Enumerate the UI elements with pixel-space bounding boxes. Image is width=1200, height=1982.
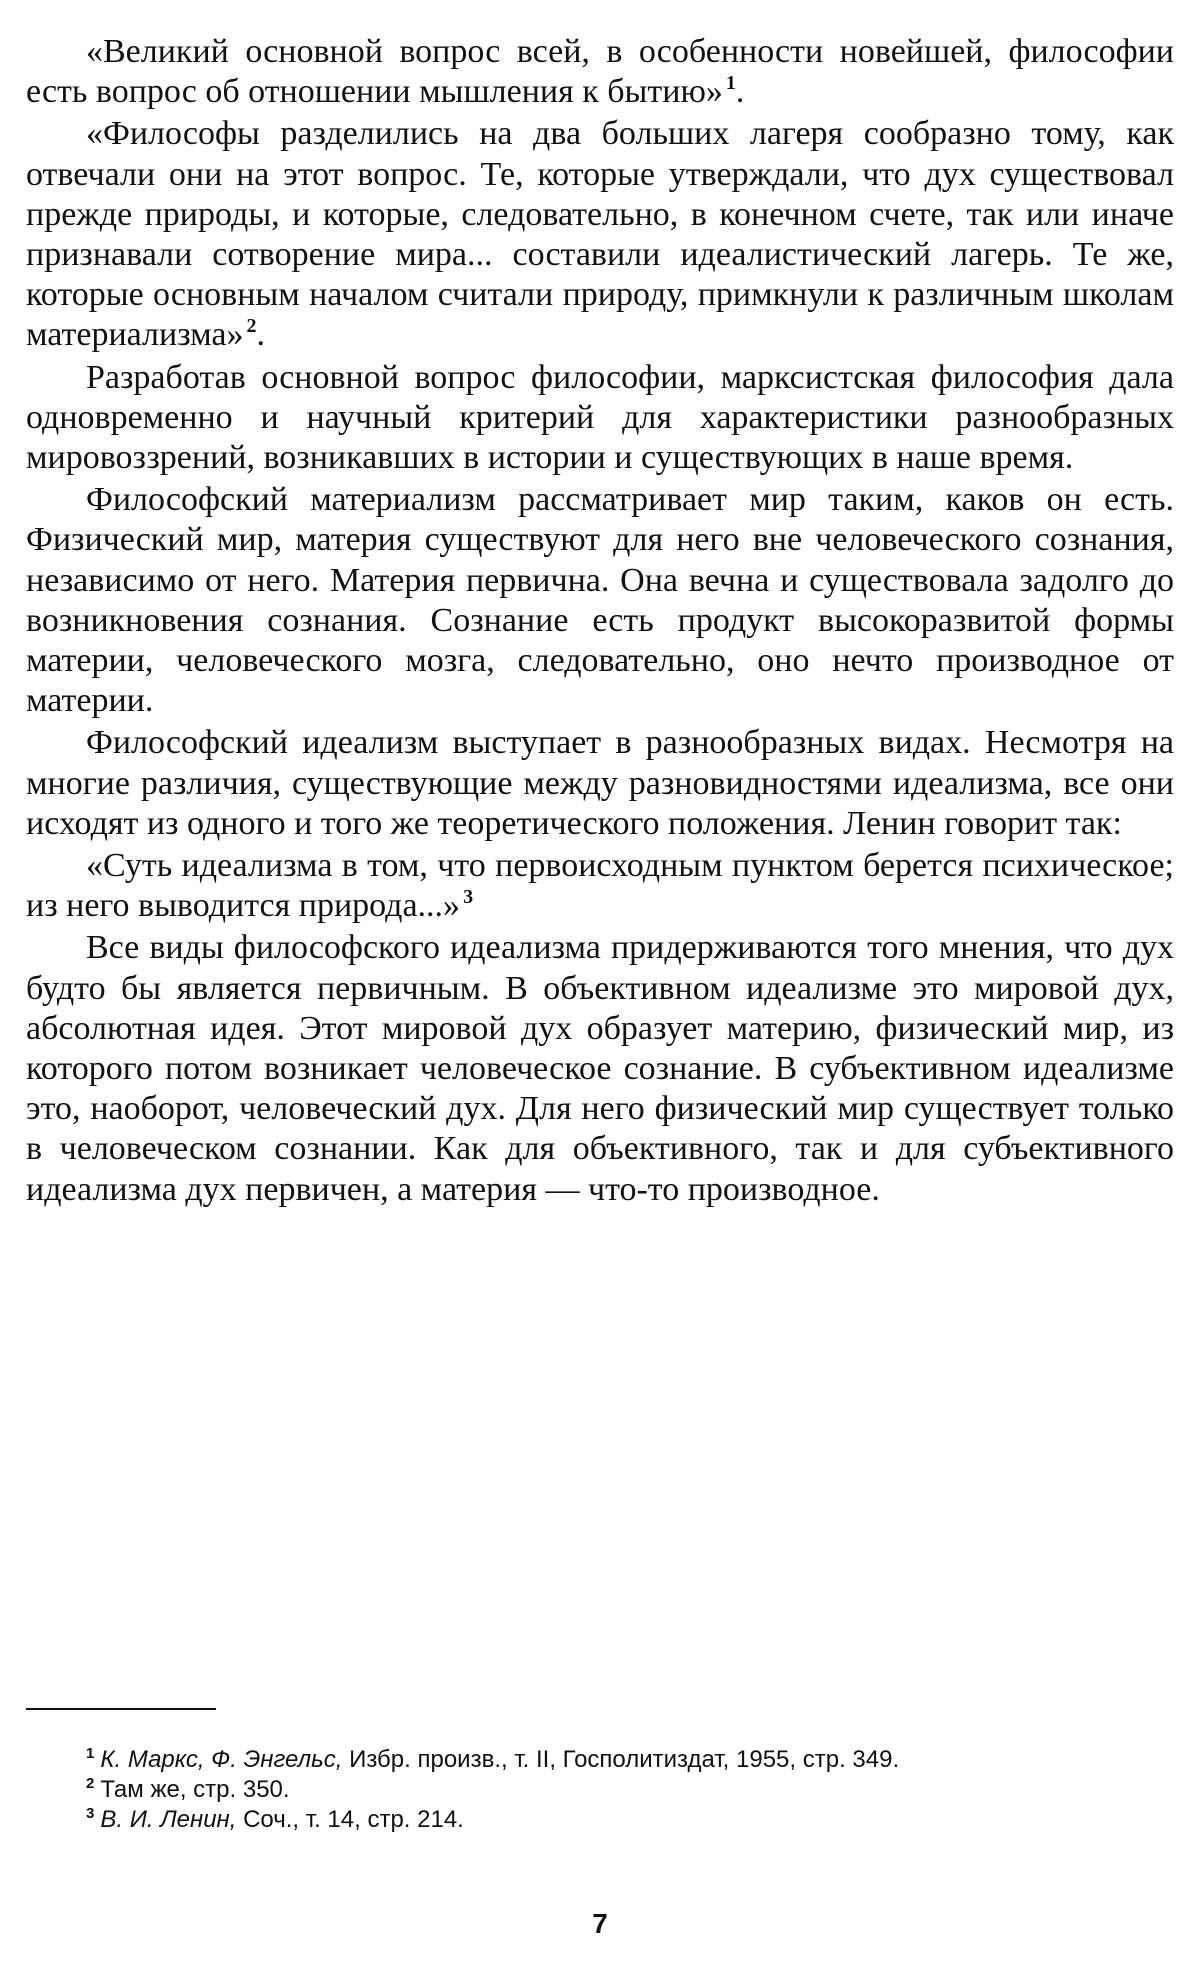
footnote-mark: 3 xyxy=(86,1805,95,1822)
footnote-text: Там же, стр. 350. xyxy=(100,1776,290,1803)
paragraph-text: «Суть идеализма в том, что первоисходным пунктом берется психическое; из него выводится природа...» xyxy=(26,847,1174,925)
footnote-reference[interactable]: 1 xyxy=(725,72,736,95)
paragraph-idealism xyxy=(26,723,1174,844)
footnote-mark: 1 xyxy=(86,1745,95,1762)
paragraph-text: «Великий основной вопрос всей, в особенности новейшей, философии есть вопрос об отношении мышления к бытию» xyxy=(26,33,1174,111)
paragraph-text: Философский материализм рассматривает мир таким, каков он есть. Физический мир, материя существуют для него вне человеческого сознания, независимо от него. Материя первична. Она вечна и существовала задолго до возникновения сознания. Сознание есть продукт высокоразвитой формы материи, человеческого мозга, следовательно, оно нечто производное от материи. xyxy=(26,481,1174,720)
paragraph-text: Все виды философского идеализма придерживаются того мнения, что дух будто бы является первичным. В объективном идеализме это мировой дух, абсолютная идея. Этот мировой дух образует материю, физический мир, из которого потом возникает человеческое сознание. В субъективном идеализме это, наоборот, человеческий дух. Для него физический мир существует только в человеческом сознании. Как для объективного, так и для субъективного идеализма дух первичен, а материя — что-то производное. xyxy=(26,929,1174,1208)
footnotes xyxy=(26,1745,1174,1835)
footnote-author: К. Маркс, Ф. Энгельс, xyxy=(100,1746,343,1773)
paragraph-text: Философский идеализм выступает в разнообразных видах. Несмотря на многие различия, существующие между разновидностями идеализма, все они исходят из одного и того же теоретического положения. Ленин говорит так: xyxy=(26,724,1174,842)
footnote-mark: 2 xyxy=(86,1775,95,1792)
page-number: 7 xyxy=(592,1908,608,1939)
paragraph-end: . xyxy=(735,73,745,111)
footnote-1 xyxy=(26,1745,1174,1775)
footnote-3 xyxy=(26,1805,1174,1835)
paragraph-text: «Философы разделились на два больших лагеря сообразно тому, как отвечали они на этот вопрос. Те, которые утверждали, что дух существовал прежде природы, и которые, следовательно, в конечном счете, так или иначе признавали сотворение мира... составили идеалистический лагерь. Те же, которые основным началом считали природу, примкнули к различным школам материализма» xyxy=(26,115,1174,354)
paragraph-idealism-types xyxy=(26,928,1174,1209)
footnote-text: Избр. произв., т. II, Госполитиздат, 1955, стр. 349. xyxy=(342,1746,900,1773)
footnote-reference[interactable]: 3 xyxy=(463,886,474,909)
main-text xyxy=(26,32,1174,1212)
footnote-author: В. И. Ленин, xyxy=(100,1806,237,1833)
paragraph-marxist-criterion xyxy=(26,358,1174,479)
footnote-reference[interactable]: 2 xyxy=(246,315,257,338)
paragraph-engels-quote-1 xyxy=(26,32,1174,112)
paragraph-text: Разработав основной вопрос философии, марксистская философия дала одновременно и научный критерий для характеристики разнообразных мировоззрений, возникавших в истории и существующих в наше время. xyxy=(26,358,1174,477)
footnote-divider xyxy=(26,1708,216,1710)
footnote-text: Соч., т. 14, стр. 214. xyxy=(236,1806,464,1833)
paragraph-lenin-quote xyxy=(26,846,1174,926)
paragraph-engels-quote-2 xyxy=(26,114,1174,355)
paragraph-end: . xyxy=(256,316,266,354)
footnote-2 xyxy=(26,1775,1174,1805)
paragraph-materialism xyxy=(26,480,1174,721)
